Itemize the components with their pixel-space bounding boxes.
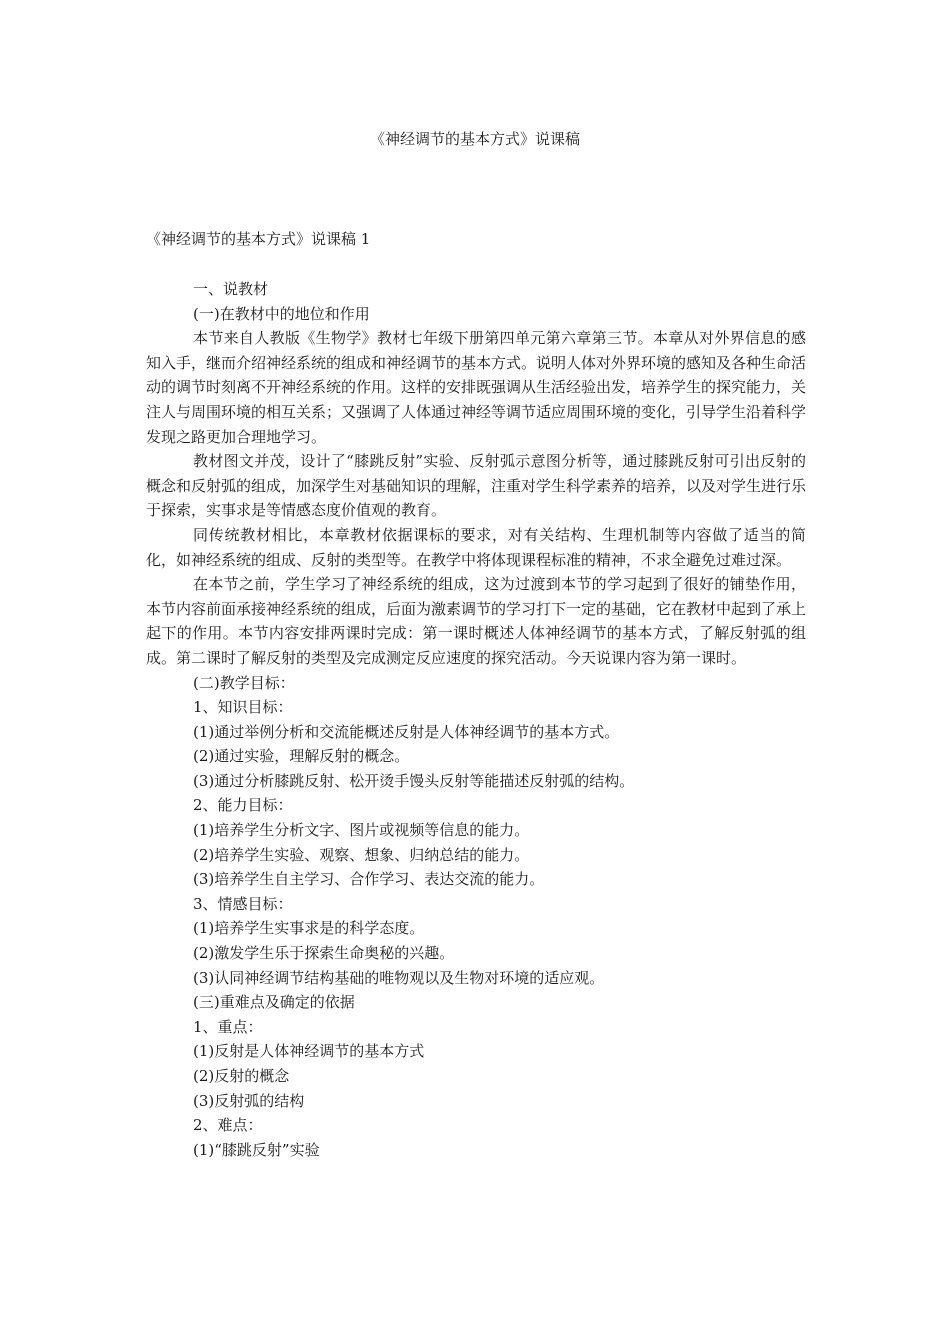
text-line: (1)培养学生分析文字、图片或视频等信息的能力。 bbox=[193, 821, 530, 840]
text-line: 1、知识目标： bbox=[193, 698, 293, 717]
paragraph: 在本节之前，学生学习了神经系统的组成，这为过渡到本节的学习起到了很好的铺垫作用，本节内容前面承接神经系统的组成，后面为激素调节的学习打下一定的基础，它在教材中起到了承上起下的作用。本节内容安排两课时完成：第一课时概述人体神经调节的基本方式，了解反射弧的组成。第二课时了解反射的类型及完成测定反应速度的探究活动。今天说课内容为第一课时。 bbox=[146, 575, 807, 667]
section-heading: 《神经调节的基本方式》说课稿 1 bbox=[146, 230, 371, 248]
text-line: 2、难点： bbox=[193, 1116, 263, 1135]
text-line: (1)“膝跳反射”实验 bbox=[193, 1140, 320, 1159]
paragraph: 本节来自人教版《生物学》教材七年级下册第四单元第六章第三节。本章从对外界信息的感知入手，继而介绍神经系统的组成和神经调节的基本方式。说明人体对外界环境的感知及各种生命活动的调节时刻离不开神经系统的作用。这样的安排既强调从生活经验出发，培养学生的探究能力，关注人与周围环境的相互关系；又强调了人体通过神经等调节适应周围环境的变化，引导学生沿着科学发现之路更加合理地学习。 bbox=[146, 329, 807, 446]
text-line: (2)通过实验，理解反射的概念。 bbox=[193, 747, 410, 766]
paragraph: 同传统教材相比，本章教材依据课标的要求，对有关结构、生理机制等内容做了适当的简化，如神经系统的组成、反射的类型等。在教学中将体现课程标准的精神，不求全避免过难过深。 bbox=[146, 525, 806, 569]
text-line: (1)反射是人体神经调节的基本方式 bbox=[193, 1042, 425, 1061]
text-line: (1)通过举例分析和交流能概述反射是人体神经调节的基本方式。 bbox=[193, 722, 620, 741]
text-line: (2)激发学生乐于探索生命奥秘的兴趣。 bbox=[193, 944, 455, 963]
text-line: 3、情感目标： bbox=[193, 894, 293, 913]
text-line: (一)在教材中的地位和作用 bbox=[193, 304, 370, 323]
text-line: 1、重点： bbox=[193, 1017, 263, 1036]
text-line: (二)教学目标： bbox=[193, 673, 295, 692]
text-line: (3)反射弧的结构 bbox=[193, 1091, 305, 1110]
text-line: (3)认同神经调节结构基础的唯物观以及生物对环境的适应观。 bbox=[193, 968, 605, 987]
document-title: 《神经调节的基本方式》说课稿 bbox=[369, 130, 580, 148]
document-body bbox=[146, 277, 806, 1162]
text-line: (2)反射的概念 bbox=[193, 1067, 290, 1085]
text-line: (2)培养学生实验、观察、想象、归纳总结的能力。 bbox=[193, 845, 530, 864]
text-line: 2、能力目标： bbox=[193, 796, 293, 815]
text-line: (3)培养学生自主学习、合作学习、表达交流的能力。 bbox=[193, 870, 545, 889]
text-line: (三)重难点及确定的依据 bbox=[193, 993, 355, 1012]
text-line: (1)培养学生实事求是的科学态度。 bbox=[193, 919, 425, 938]
paragraph: 教材图文并茂，设计了“膝跳反射”实验、反射弧示意图分析等，通过膝跳反射可引出反射的概念和反射弧的组成，加深学生对基础知识的理解，注重对学生科学素养的培养，以及对学生进行乐于探索，实事求是等情感态度价值观的教育。 bbox=[146, 452, 807, 520]
text-line: 一、说教材 bbox=[193, 280, 269, 298]
text-line: (3)通过分析膝跳反射、松开烫手馒头反射等能描述反射弧的结构。 bbox=[193, 771, 635, 790]
